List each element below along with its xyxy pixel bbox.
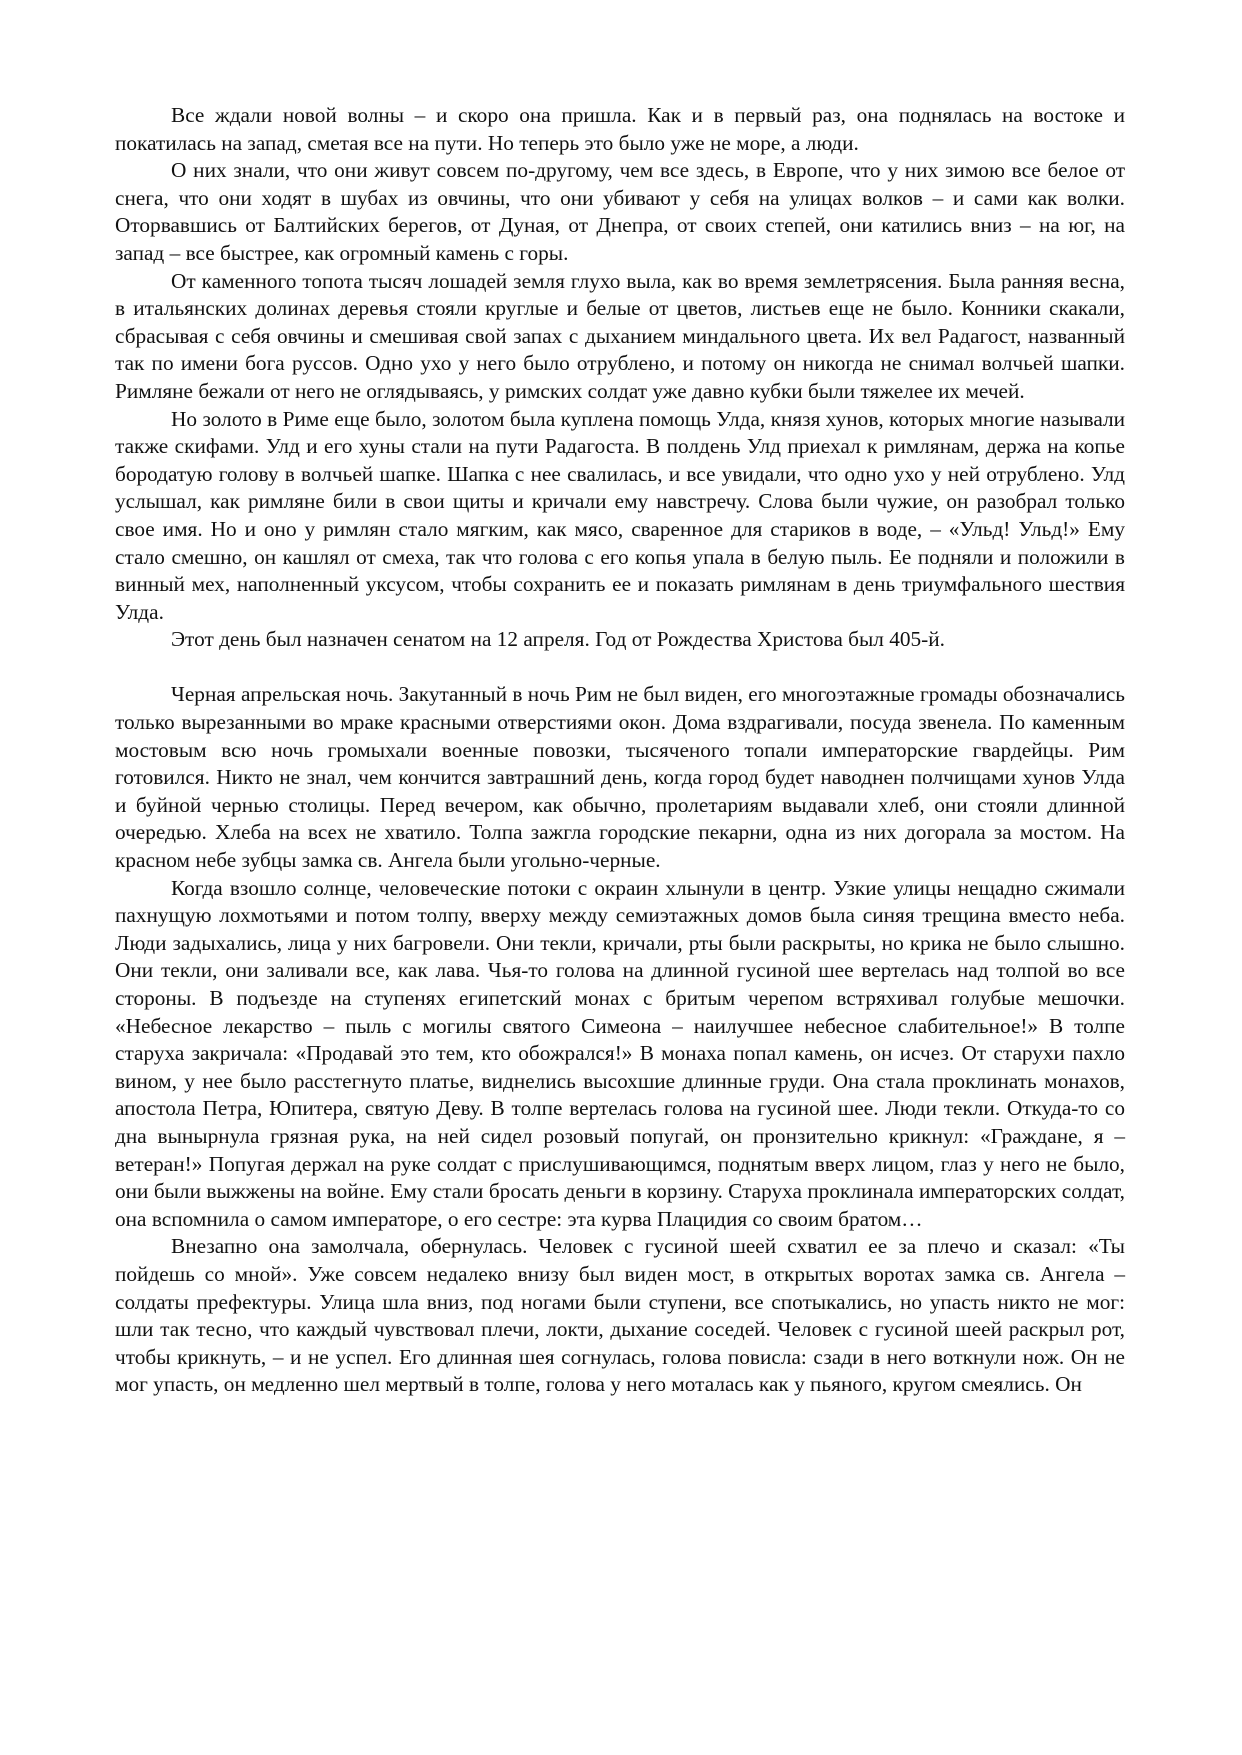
- paragraph-date: Этот день был назначен сенатом на 12 апреля. Год от Рождества Христова был 405-й.: [171, 627, 945, 652]
- paragraph-radagost: От каменного топота тысяч лошадей земля глухо выла, как во время землетрясения. Была ранняя весна, в итальянских долинах деревья стояли круглые и белые от цветов, листьев еще не было. Конники скакали, сбрасывая с себя овчины и смешивая свой запах с дыханием миндального цвета. Их вел Радагост, названный так по имени бога руссов. Одно ухо у него было отрублено, и потому он никогда не снимал волчьей шапки. Римляне бежали от него не оглядываясь, у римских солдат уже давно кубки были тяжелее их мечей.: [115, 268, 1125, 403]
- paragraph-new-wave: Все ждали новой волны – и скоро она пришла. Как и в первый раз, она поднялась на востоке и покатилась на запад, сметая все на пути. Но теперь это было уже не море, а люди.: [115, 103, 1125, 155]
- section-break: [115, 654, 1125, 682]
- paragraph-crowd: Когда взошло солнце, человеческие потоки с окраин хлынули в центр. Узкие улицы нещадно сжимали пахнущую лохмотьями и потом толпу, вверху между семиэтажных домов была синяя трещина вместо неба. Люди задыхались, лица у них багровели. Они текли, кричали, рты были раскрыты, но крика не было слышно. Они текли, они заливали все, как лава. Чья-то голова на длинной гусиной шее вертелась над толпой во все стороны. В подъезде на ступенях египетский монах с бритым черепом встряхивал голубые мешочки. «Небесное лекарство – пыль с могилы святого Симеона – наилучшее небесное слабительное!» В толпе старуха закричала: «Продавай это тем, кто обожрался!» В монаха попал камень, он исчез. От старухи пахло вином, у нее было расстегнуто платье, виднелись высохшие длинные груди. Она стала проклинать монахов, апостола Петра, Юпитера, святую Деву. В толпе вертелась голова на гусиной шее. Люди текли. Откуда-то со дна вынырнула грязная рука, на ней сидел розовый попугай, он пронзительно крикнул: «Граждане, я – ветеран!» Попугая держал на руке солдат с прислушивающимся, поднятым вверх лицом, глаз у него не было, они были выжжены на войне. Ему стали бросать деньги в корзину. Старуха проклинала императорских солдат, она вспомнила о самом императоре, о его сестре: эта курва Плацидия со своим братом…: [115, 875, 1125, 1231]
- paragraph-april-night: Черная апрельская ночь. Закутанный в ночь Рим не был виден, его многоэтажные громады обозначались только вырезанными во мраке красными отверстиями окон. Дома вздрагивали, посуда звенела. По каменным мостовым всю ночь громыхали военные повозки, тысяченого топали императорские гвардейцы. Рим готовился. Никто не знал, чем кончится завтрашний день, когда город будет наводнен полчищами хунов Улда и буйной чернью столицы. Перед вечером, как обычно, пролетариям выдавали хлеб, они стояли длинной очередью. Хлеба на всех не хватило. Толпа зажгла городские пекарни, одна из них догорала за мостом. На красном небе зубцы замка св. Ангела были угольно-черные.: [115, 682, 1125, 873]
- paragraph-people-from-east: О них знали, что они живут совсем по-другому, чем все здесь, в Европе, что у них зимою все белое от снега, что они ходят в шубах из овчины, что они убивают у себя на улицах волков – и сами как волки. Оторвавшись от Балтийских берегов, от Дуная, от Днепра, от своих степей, они катились вниз – на юг, на запад – все быстрее, как огромный камень с горы.: [115, 158, 1125, 265]
- paragraph-uld: Но золото в Риме еще было, золотом была куплена помощь Улда, князя хунов, которых многие называли также скифами. Улд и его хуны стали на пути Радагоста. В полдень Улд приехал к римлянам, держа на копье бородатую голову в волчьей шапке. Шапка с нее свалилась, и все увидали, что одно ухо у ней отрублено. Улд услышал, как римляне били в свои щиты и кричали ему навстречу. Слова были чужие, он разобрал только свое имя. Но и оно у римлян стало мягким, как мясо, сваренное для стариков в воде, – «Ульд! Ульд!» Ему стало смешно, он кашлял от смеха, так что голова с его копья упала в белую пыль. Ее подняли и положили в винный мех, наполненный уксусом, чтобы сохранить ее и показать римлянам в день триумфального шествия Улда.: [115, 406, 1125, 624]
- document-page: [115, 102, 1125, 1399]
- paragraph-goose-neck-man: Внезапно она замолчала, обернулась. Человек с гусиной шеей схватил ее за плечо и сказал: «Ты пойдешь со мной». Уже совсем недалеко внизу был виден мост, в открытых воротах замка св. Ангела – солдаты префектуры. Улица шла вниз, под ногами были ступени, все спотыкались, но упасть никто не мог: шли так тесно, что каждый чувствовал плечи, локти, дыхание соседей. Человек с гусиной шеей раскрыл рот, чтобы крикнуть, – и не успел. Его длинная шея согнулась, голова повисла: сзади в него воткнули нож. Он не мог упасть, он медленно шел мертвый в толпе, голова у него моталась как у пьяного, кругом смеялись. Он: [115, 1234, 1125, 1397]
